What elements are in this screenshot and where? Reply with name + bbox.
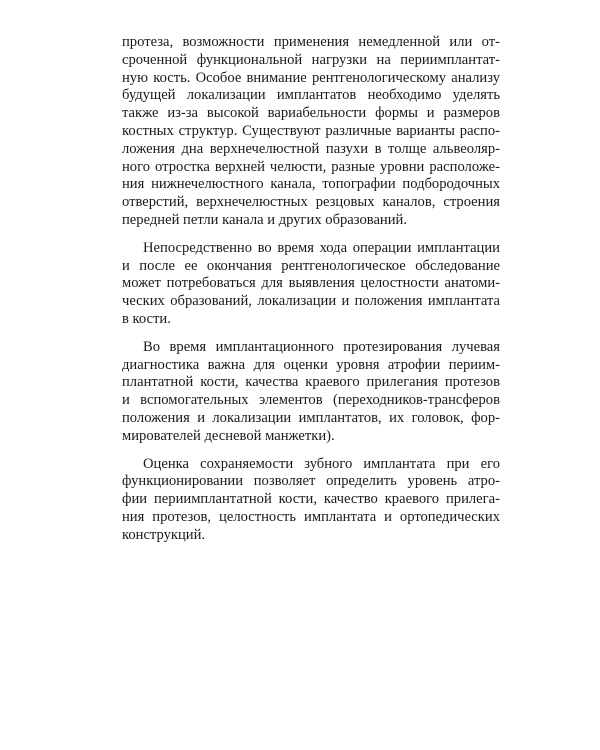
text-line: может потребоваться для выявления целостности анатоми- (122, 275, 500, 292)
paragraph-2 (122, 240, 500, 329)
text-line: конструкций. (122, 526, 206, 543)
text-line: ния нижнечелюстного канала, топографии подбородочных (122, 176, 500, 193)
paragraph-3 (122, 339, 500, 446)
paragraph-4 (122, 456, 500, 545)
text-line: положения и локализации имплантатов, их головок, фор- (122, 409, 500, 426)
text-line: Оценка сохраняемости зубного имплантата при его (143, 455, 500, 472)
text-line: и вспомогательных элементов (переходников-трансферов (122, 392, 500, 409)
text-line: функционировании позволяет определить уровень атро- (122, 473, 500, 490)
text-line: Во время имплантационного протезирования лучевая (143, 338, 500, 355)
text-line: протеза, возможности применения немедленной или от- (122, 34, 500, 50)
text-line: ческих образований, локализации и положения имплантата (122, 293, 500, 310)
text-line: Непосредственно во время хода операции имплантации (143, 239, 500, 256)
text-line: сроченной функциональной нагрузки на периимплантат- (122, 51, 500, 68)
body-text (122, 34, 500, 555)
text-line: ного отростка верхней челюсти, разные уровни расположе- (122, 158, 500, 175)
text-line: фии периимплантатной кости, качество краевого прилега- (122, 491, 500, 508)
text-line: передней петли канала и других образований. (122, 211, 408, 228)
text-line: в кости. (122, 310, 171, 327)
text-line: ложения дна верхнечелюстной пазухи в толще альвеоляр- (122, 140, 500, 157)
text-line: ную кость. Особое внимание рентгенологическому анализу (122, 69, 500, 86)
paragraph-1 (122, 34, 500, 230)
text-line: отверстий, верхнечелюстных резцовых каналов, строения (122, 194, 500, 211)
text-line: ния протезов, целостность имплантата и ортопедических (122, 508, 500, 525)
text-line: будущей локализации имплантатов необходимо уделять (122, 87, 500, 104)
text-line: и после ее окончания рентгенологическое обследование (122, 257, 500, 274)
text-line: костных структур. Существуют различные варианты распо- (122, 122, 500, 139)
text-line: плантатной кости, качества краевого прилегания протезов (122, 374, 500, 391)
text-line: также из-за высокой вариабельности формы и размеров (122, 105, 500, 122)
text-line: мирователей десневой манжетки). (122, 427, 335, 444)
text-line: диагностика важна для оценки уровня атрофии периим- (122, 356, 500, 373)
